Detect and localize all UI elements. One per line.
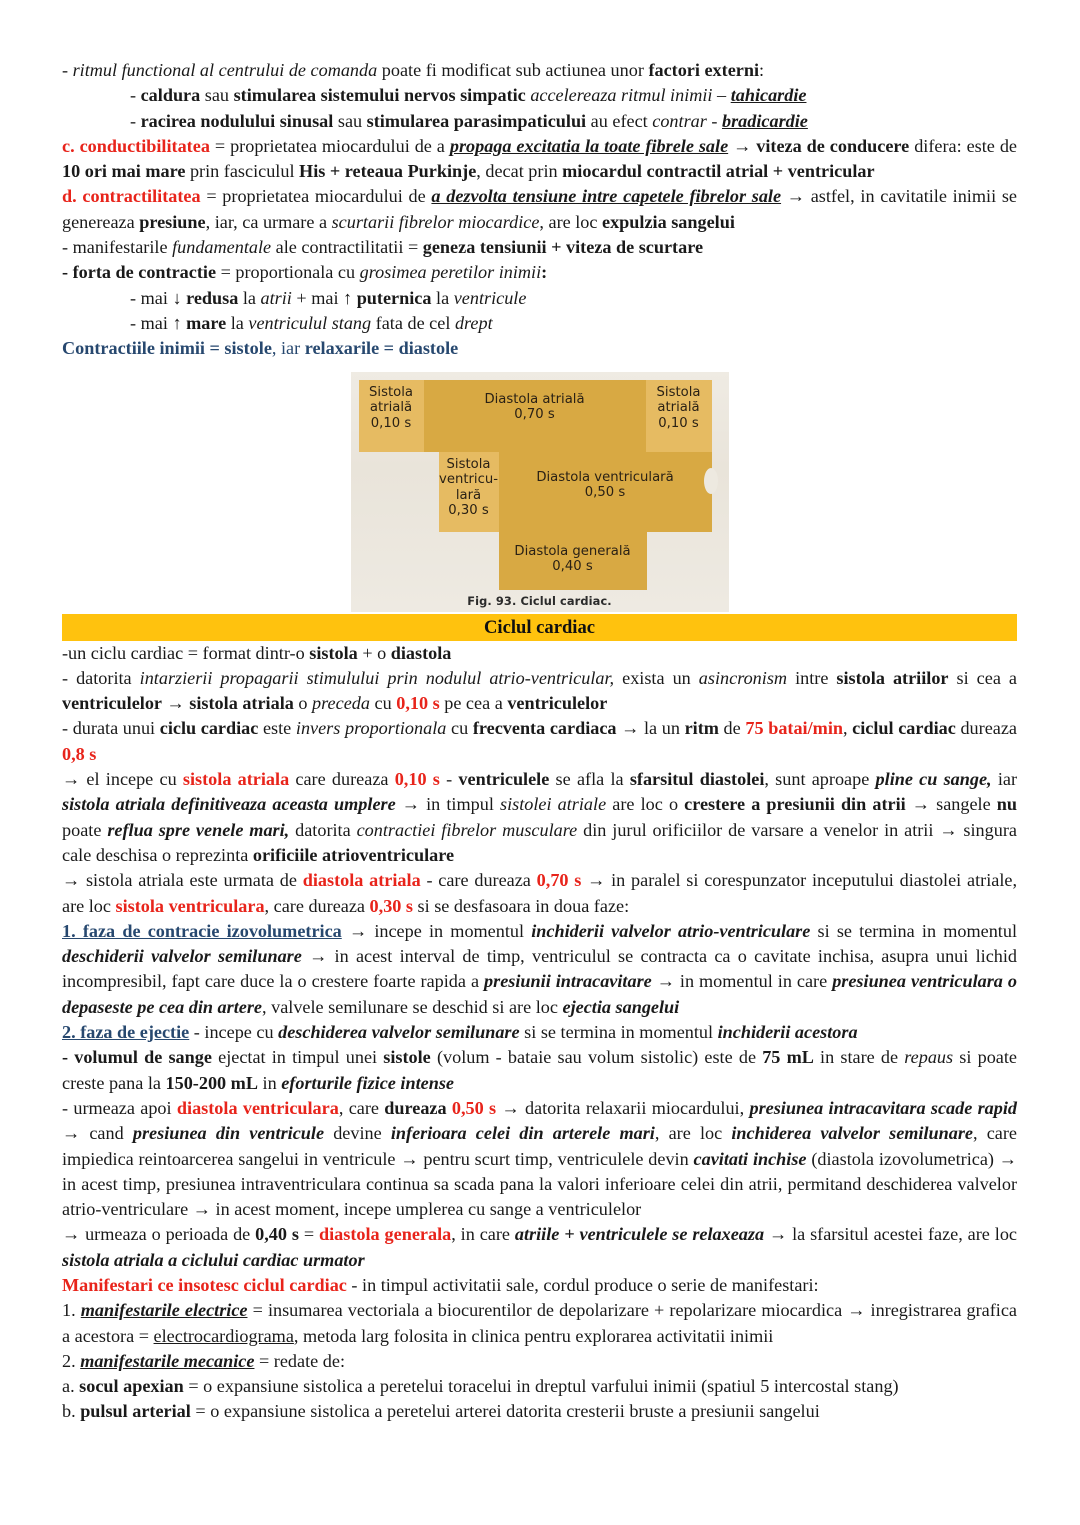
paragraph-diastola-atriala bbox=[62, 868, 1017, 919]
emphasis-ventricule: ventricule bbox=[453, 287, 527, 308]
text-segment: , care bbox=[338, 1097, 385, 1118]
bold-150-200ml: 150-200 mL bbox=[165, 1072, 258, 1093]
bold-forta-contractie: - forta de contractie bbox=[62, 262, 217, 283]
emphasis-sistola-atriala-urmator: sistola atriala a ciclului cardiac urmator bbox=[62, 1249, 365, 1270]
emphasis-presiunea-din-ventricule: presiunea din ventricule bbox=[132, 1123, 325, 1144]
bold-sistola-atriilor: sistola atriilor bbox=[836, 667, 949, 688]
text-segment: -un ciclu cardiac = format dintr-o bbox=[62, 642, 310, 663]
paragraph-faza-2-ejectie bbox=[62, 1020, 1017, 1045]
text-segment: dureaza bbox=[955, 718, 1017, 739]
emphasis-scurtarii-fibrelor: scurtarii fibrelor miocardice bbox=[331, 211, 540, 232]
figure-caption: Fig. 93. Ciclul cardiac. bbox=[467, 593, 612, 608]
text-segment: , care impiedica reintoarcerea sangelui in ventricule → pentru scurt timp, ventriculele devin bbox=[62, 1123, 1017, 1169]
text-segment: in bbox=[257, 1072, 282, 1093]
emphasis-atrii: atrii bbox=[260, 287, 292, 308]
bullet-ventricul-stang bbox=[62, 311, 1017, 336]
bold-75ml: 75 mL bbox=[762, 1047, 814, 1068]
paragraph-sistola-atriala-detaliu bbox=[62, 767, 1017, 868]
text-segment: si se desfasoara in doua faze: bbox=[413, 895, 630, 916]
text-segment: = proprietatea miocardului de a bbox=[209, 135, 450, 156]
heading-faza-2: 2. faza de ejectie bbox=[62, 1022, 190, 1043]
text-segment: - urmeaza apoi bbox=[62, 1097, 177, 1118]
text-segment: si se termina in momentul bbox=[519, 1022, 718, 1043]
text-segment: → in paralel si corespunzator inceputului diastolei atriale, are loc bbox=[62, 870, 1018, 916]
text-segment: → cand bbox=[62, 1123, 133, 1144]
text-segment: are loc o bbox=[606, 794, 685, 815]
text-segment: intre bbox=[787, 667, 837, 688]
text-segment: difera: este de bbox=[909, 135, 1017, 156]
bold-frecventa-cardiaca: frecventa cardiaca bbox=[472, 718, 617, 739]
bold-parasimpatic: stimularea parasimpaticului bbox=[366, 110, 587, 131]
figure-canvas bbox=[351, 372, 729, 612]
paragraph-conductibilitatea bbox=[62, 134, 1017, 185]
text-segment: = insumarea vectoriala a biocurentilor de depolarizare + repolarizare miocardica → inregistrarea grafica a acestora = bbox=[62, 1300, 1018, 1346]
bold-ventriculelor: ventriculelor bbox=[62, 693, 162, 714]
red-diastola-atriala: diastola atriala bbox=[302, 870, 421, 891]
text-segment: exista un bbox=[614, 667, 699, 688]
emphasis-ritm-functional: ritmul functional al centrului de comanda bbox=[72, 60, 378, 80]
red-sistola-ventriculara: sistola ventriculara bbox=[115, 895, 265, 916]
text-segment: , decat prin bbox=[476, 161, 563, 182]
section-banner-ciclul-cardiac: Ciclul cardiac bbox=[62, 614, 1017, 641]
emphasis-invers-proportionala: invers proportionala bbox=[295, 718, 447, 739]
text-segment: , sunt aproape bbox=[764, 769, 876, 790]
figure-block-diastola-generala: Diastola generală 0,40 s bbox=[499, 532, 647, 590]
text-segment: - in timpul activitatii sale, cordul produce o serie de manifestari: bbox=[346, 1274, 819, 1295]
text-segment: : bbox=[541, 262, 548, 283]
bold-caldura: caldura bbox=[140, 85, 201, 106]
text-segment: – bbox=[712, 85, 731, 106]
text-segment: - incepe cu bbox=[189, 1022, 279, 1043]
emphasis-drept: drept bbox=[454, 312, 493, 333]
paragraph-forta-contractie bbox=[62, 260, 1017, 285]
bold-crestere-presiune-atrii: crestere a presiunii din atrii bbox=[684, 794, 906, 815]
underline-bradicardie: bradicardie bbox=[721, 110, 808, 131]
paragraph-diastola-generala bbox=[62, 1222, 1017, 1273]
underline-propaga-excitatia: propaga excitatia la toate fibrele sale bbox=[449, 135, 729, 156]
bold-orificiile-atrioventriculare: orificiile atrioventriculare bbox=[252, 844, 455, 865]
bullet-caldura bbox=[62, 83, 1017, 108]
red-value-010s-2: 0,10 s bbox=[394, 769, 440, 790]
text-segment: → bbox=[162, 693, 190, 714]
bold-volumul-de-sange: - volumul de sange bbox=[62, 1047, 212, 1068]
text-segment: → la un bbox=[616, 718, 685, 739]
bold-viteza-conducere: viteza de conducere bbox=[756, 135, 910, 156]
dash-marker: - bbox=[62, 60, 73, 80]
emphasis-contractiei-fibrelor: contractiei fibrelor musculare bbox=[356, 819, 578, 840]
emphasis-eforturi-fizice: eforturile fizice intense bbox=[281, 1072, 454, 1093]
heading-manifestari-ciclu: Manifestari ce insotesc ciclul cardiac bbox=[62, 1274, 347, 1295]
term-manifestarile-electrice: manifestarile electrice bbox=[80, 1300, 248, 1321]
emphasis-ejectia-sangelui: ejectia sangelui bbox=[562, 996, 680, 1017]
paragraph-socul-apexian bbox=[62, 1374, 1017, 1399]
paragraph-manifestari-fundamentale bbox=[62, 235, 1017, 260]
paragraph-manifestari-mecanice bbox=[62, 1349, 1017, 1374]
emphasis-intarziere-propagare: intarzierii propagarii stimulului prin nodulul atrio-ventricular, bbox=[139, 667, 615, 688]
text-segment: o bbox=[293, 693, 313, 714]
emphasis-inferioara-arterele-mari: inferioara celei din arterele mari bbox=[390, 1123, 655, 1144]
red-sistola-atriala: sistola atriala bbox=[182, 769, 290, 790]
bold-10-ori: 10 ori mai mare bbox=[62, 161, 186, 182]
text-segment: → in momentul in care bbox=[651, 971, 833, 992]
paragraph-manifestari-electrice bbox=[62, 1298, 1017, 1349]
figure-block-diastola-ventriculara: Diastola ventriculară 0,50 s bbox=[499, 452, 712, 532]
bold-ciclu-cardiac: ciclu cardiac bbox=[159, 718, 259, 739]
bold-geneza-tensiunii: geneza tensiunii + viteza de scurtare bbox=[422, 237, 704, 258]
emphasis-ventriculul-stang: ventriculul stang bbox=[248, 312, 372, 333]
figure-block-sistola-ventriculara: Sistola ventricu- lară 0,30 s bbox=[439, 452, 499, 532]
list-letter: b. bbox=[62, 1401, 81, 1422]
text-segment: ale contractilitatii = bbox=[271, 237, 423, 258]
text-segment: , valvele semilunare se deschid si are loc bbox=[262, 996, 563, 1017]
text-segment: din jurul orificiilor de varsare a venelor in atrii → singura cale deschisa o reprezinta bbox=[62, 819, 1017, 865]
dash-marker: - bbox=[130, 85, 141, 106]
bold-puternica: puternica bbox=[352, 287, 432, 308]
text-segment: la bbox=[238, 287, 261, 308]
red-value-030s: 0,30 s bbox=[369, 895, 413, 916]
emphasis-accelereaza: accelereaza ritmul inimii bbox=[530, 85, 713, 106]
underline-dezvolta-tensiune: a dezvolta tensiune intre capetele fibrelor sale bbox=[431, 186, 782, 207]
text-segment: - care dureaza bbox=[420, 870, 537, 891]
text-segment: ejectat in timpul unei bbox=[211, 1047, 384, 1068]
text-segment: , bbox=[842, 718, 853, 739]
list-number: 1. bbox=[62, 1300, 81, 1321]
paragraph-ritm-functional bbox=[62, 58, 1017, 83]
bold-mare: mare bbox=[181, 312, 227, 333]
figure-block-diastola-atriala: Diastola atrială 0,70 s bbox=[424, 380, 646, 452]
bold-his-purkinje: His + reteaua Purkinje bbox=[299, 161, 477, 182]
text-segment: → incepe in momentul bbox=[341, 920, 532, 941]
paragraph-faza-1-izovolumetrica bbox=[62, 919, 1017, 1020]
text-segment: la bbox=[226, 312, 249, 333]
list-letter: a. bbox=[62, 1376, 80, 1397]
text-segment: → bbox=[728, 135, 757, 156]
arrow-up-icon: ↑ bbox=[343, 287, 353, 308]
text-segment: - bbox=[439, 769, 459, 790]
text-segment: la bbox=[431, 287, 454, 308]
text-segment: = proprietatea miocardului de bbox=[200, 186, 432, 207]
text-segment: cu bbox=[446, 718, 473, 739]
emphasis-inchiderea-valvelor-semilunare: inchiderea valvelor semilunare bbox=[731, 1123, 973, 1144]
text-segment: cu bbox=[369, 693, 397, 714]
bold-nu: nu bbox=[996, 794, 1018, 815]
text-segment: = proportionala cu bbox=[216, 262, 360, 283]
text-segment: iar bbox=[991, 769, 1018, 790]
emphasis-inchiderii-valvelor-av: inchiderii valvelor atrio-ventriculare bbox=[531, 920, 811, 941]
text-segment: , care dureaza bbox=[264, 895, 370, 916]
bold-factori-externi: factori externi bbox=[648, 60, 760, 80]
bullet-racirea bbox=[62, 109, 1017, 134]
text-segment: este bbox=[258, 718, 296, 739]
heading-contractilitatea: d. contractilitatea bbox=[62, 186, 201, 207]
text-segment: = bbox=[298, 1224, 320, 1245]
text-segment: = o expansiune sistolica a peretelui toracelui in dreptul varfului inimii (spatiul 5 intercostal stang) bbox=[183, 1376, 899, 1397]
text-segment: + mai bbox=[291, 287, 344, 308]
text-segment: - durata unui bbox=[62, 718, 160, 739]
text-segment: si se termina in momentul bbox=[810, 920, 1017, 941]
arrow-up-icon: ↑ bbox=[172, 312, 182, 333]
emphasis-asincronism: asincronism bbox=[698, 667, 788, 688]
bold-diastola: diastola bbox=[390, 642, 452, 663]
emphasis-reflua-venele-mari: reflua spre venele mari, bbox=[107, 819, 290, 840]
emphasis-presiunea-scade-rapid: presiunea intracavitara scade rapid bbox=[749, 1097, 1018, 1118]
emphasis-cavitati-inchise: cavitati inchise bbox=[693, 1148, 807, 1169]
bold-sistole: sistole bbox=[383, 1047, 431, 1068]
text-segment: → la sfarsitul acestei faze, are loc bbox=[764, 1224, 1017, 1245]
text-segment: , are loc bbox=[539, 211, 603, 232]
bold-sistola-atriala: sistola atriala bbox=[189, 693, 294, 714]
emphasis-pline-cu-sange: pline cu sange, bbox=[875, 769, 992, 790]
text-segment: si poate creste pana la bbox=[62, 1047, 1017, 1093]
paragraph-contractiile-inimii bbox=[62, 336, 1017, 361]
emphasis-contrar: contrar bbox=[652, 110, 707, 131]
bold-ventriculelor-2: ventriculelor bbox=[507, 693, 608, 714]
text-segment: poate bbox=[62, 819, 108, 840]
paragraph-contractilitatea bbox=[62, 184, 1017, 235]
emphasis-presiunea-ventriculara: presiunea ventriculara o depaseste pe cea din artere bbox=[62, 971, 1017, 1017]
text-segment: - bbox=[706, 110, 722, 131]
text-segment: poate fi modificat sub actiunea unor bbox=[377, 60, 649, 80]
paragraph-volum-sange bbox=[62, 1045, 1017, 1096]
blue-contractiile-sistole: Contractiile inimii = sistole bbox=[62, 338, 272, 359]
underline-tahicardie: tahicardie bbox=[730, 85, 807, 106]
red-diastola-ventriculara: diastola ventriculara bbox=[176, 1097, 339, 1118]
paragraph-asincronism bbox=[62, 666, 1017, 717]
text-segment: (volum - bataie sau volum sistolic) este de bbox=[430, 1047, 763, 1068]
text-segment: , metoda larg folosita in clinica pentru explorarea activitatii inimii bbox=[293, 1325, 774, 1346]
emphasis-fundamentale: fundamentale bbox=[172, 237, 272, 258]
text-segment: - mai bbox=[130, 312, 173, 333]
bullet-atrii-ventricule bbox=[62, 286, 1017, 311]
text-segment: - datorita bbox=[62, 667, 140, 688]
text-segment: se afla la bbox=[549, 769, 630, 790]
arrow-down-icon: ↓ bbox=[172, 287, 182, 308]
emphasis-deschiderea-valvelor: deschiderea valvelor semilunare bbox=[278, 1022, 520, 1043]
text-segment: de bbox=[718, 718, 746, 739]
underline-electrocardiograma: electrocardiograma bbox=[153, 1325, 294, 1346]
text-segment: → sistola atriala este urmata de bbox=[62, 870, 303, 891]
bold-ritm: ritm bbox=[684, 718, 719, 739]
text-segment: in stare de bbox=[813, 1047, 905, 1068]
heading-faza-1: 1. faza de contracie izovolumetrica bbox=[62, 920, 342, 941]
term-manifestarile-mecanice: manifestarile mecanice bbox=[80, 1350, 255, 1371]
heading-conductibilitatea: c. conductibilitatea bbox=[62, 135, 210, 156]
text-segment: , iar, ca urmare a bbox=[205, 211, 332, 232]
bold-expulzia-sangelui: expulzia sangelui bbox=[602, 211, 735, 232]
blue-relaxarile-diastole: relaxarile = diastole bbox=[304, 338, 459, 359]
emphasis-sistolei-atriale: sistolei atriale bbox=[500, 794, 607, 815]
emphasis-atriile-ventriculele-relaxeaza: atriile + ventriculele se relaxeaza bbox=[514, 1224, 765, 1245]
text-segment: , are loc bbox=[654, 1123, 732, 1144]
bold-redusa: redusa bbox=[181, 287, 239, 308]
document-page bbox=[62, 58, 1017, 1425]
figure-block-sistola-atriala-left: Sistola atrială 0,10 s bbox=[359, 380, 424, 452]
bold-simpatic: stimularea sistemului nervos simpatic bbox=[233, 85, 526, 106]
emphasis-grosimea-peretilor: grosimea peretilor inimii bbox=[359, 262, 542, 283]
text-segment: = redate de: bbox=[254, 1350, 345, 1371]
text-segment: prin fasciculul bbox=[185, 161, 300, 182]
figure-notch-decoration bbox=[704, 468, 718, 494]
text-segment: = o expansiune sistolica a peretelui arterei datorita cresterii bruste a presiunii sangelui bbox=[190, 1401, 820, 1422]
text-segment: : bbox=[759, 60, 765, 80]
bold-socul-apexian: socul apexian bbox=[79, 1376, 184, 1397]
emphasis-inchiderii-acestora: inchiderii acestora bbox=[717, 1022, 858, 1043]
text-segment: → in timpul bbox=[395, 794, 500, 815]
text-segment: → astfel, in cavitatile inimii se genereaza bbox=[62, 186, 1018, 232]
bold-ciclul-cardiac-2: ciclul cardiac bbox=[852, 718, 956, 739]
text-segment: sau bbox=[200, 85, 234, 106]
paragraph-ciclu-cardiac-definitie bbox=[62, 641, 1017, 666]
text-segment: pe cea a bbox=[439, 693, 508, 714]
text-segment: , iar bbox=[271, 338, 305, 359]
paragraph-durata-ciclu bbox=[62, 716, 1017, 767]
bold-dureaza: dureaza bbox=[384, 1097, 452, 1118]
bold-pulsul-arterial: pulsul arterial bbox=[80, 1401, 191, 1422]
paragraph-pulsul-arterial bbox=[62, 1399, 1017, 1424]
paragraph-diastola-ventriculara bbox=[62, 1096, 1017, 1222]
text-segment: + o bbox=[357, 642, 391, 663]
bold-sfarsitul-diastolei: sfarsitul diastolei bbox=[629, 769, 765, 790]
bold-racirea: racirea nodulului sinusal bbox=[140, 110, 334, 131]
emphasis-repaus: repaus bbox=[904, 1047, 954, 1068]
red-value-010s: 0,10 s bbox=[396, 693, 440, 714]
bold-sistola: sistola bbox=[309, 642, 358, 663]
text-segment: datorita bbox=[289, 819, 357, 840]
text-segment: , in care bbox=[451, 1224, 515, 1245]
text-segment: → sangele bbox=[905, 794, 997, 815]
bold-ventriculele: ventriculele bbox=[458, 769, 550, 790]
paragraph-manifestari-heading bbox=[62, 1273, 1017, 1298]
text-segment: sau bbox=[333, 110, 367, 131]
text-segment: - mai bbox=[130, 287, 173, 308]
red-value-08s: 0,8 s bbox=[62, 743, 97, 764]
text-segment: fata de cel bbox=[371, 312, 455, 333]
dash-marker: - bbox=[130, 110, 141, 131]
bold-miocard-contractil: miocardul contractil atrial + ventricular bbox=[562, 161, 875, 182]
text-segment: → in acest interval de timp, ventriculul se contracta ca o cavitate inchisa, asupra unui lichid incompresibil, fapt care duce la o crestere foarte rapida a bbox=[62, 946, 1018, 992]
red-value-070s: 0,70 s bbox=[536, 870, 582, 891]
emphasis-presiunii-intracavitare: presiunii intracavitare bbox=[484, 971, 652, 992]
text-segment: → urmeaza o perioada de bbox=[62, 1224, 256, 1245]
list-number: 2. bbox=[62, 1350, 81, 1371]
emphasis-definitiveaza-umplere: sistola atriala definitiveaza aceasta umplere bbox=[62, 794, 396, 815]
bold-040s: 0,40 s bbox=[255, 1224, 299, 1245]
red-value-050s: 0,50 s bbox=[451, 1097, 497, 1118]
text-segment: devine bbox=[324, 1123, 391, 1144]
bold-presiune: presiune bbox=[139, 211, 206, 232]
text-segment: care dureaza bbox=[289, 769, 395, 790]
text-segment: au efect bbox=[586, 110, 653, 131]
figure-block-sistola-atriala-right: Sistola atrială 0,10 s bbox=[646, 380, 712, 452]
red-value-75-batai: 75 batai/min bbox=[745, 718, 843, 739]
text-segment: si cea a bbox=[948, 667, 1017, 688]
text-segment: (diastola izovolumetrica) → in acest timp, presiunea intraventriculara continua sa scada pana la valori inferioare celei din atrii, permitand deschiderea valvelor atrio-ventriculare → in acest moment, incepe umplerea cu sange a ventriculelor bbox=[62, 1148, 1017, 1220]
text-segment: → datorita relaxarii miocardului, bbox=[496, 1097, 750, 1118]
red-diastola-generala: diastola generala bbox=[319, 1224, 452, 1245]
emphasis-deschiderii-valvelor-semilunare: deschiderii valvelor semilunare bbox=[62, 946, 302, 967]
text-segment: - manifestarile bbox=[62, 237, 173, 258]
text-segment: → el incepe cu bbox=[62, 769, 183, 790]
emphasis-preceda: preceda bbox=[312, 693, 370, 714]
figure-ciclul-cardiac bbox=[351, 372, 729, 612]
